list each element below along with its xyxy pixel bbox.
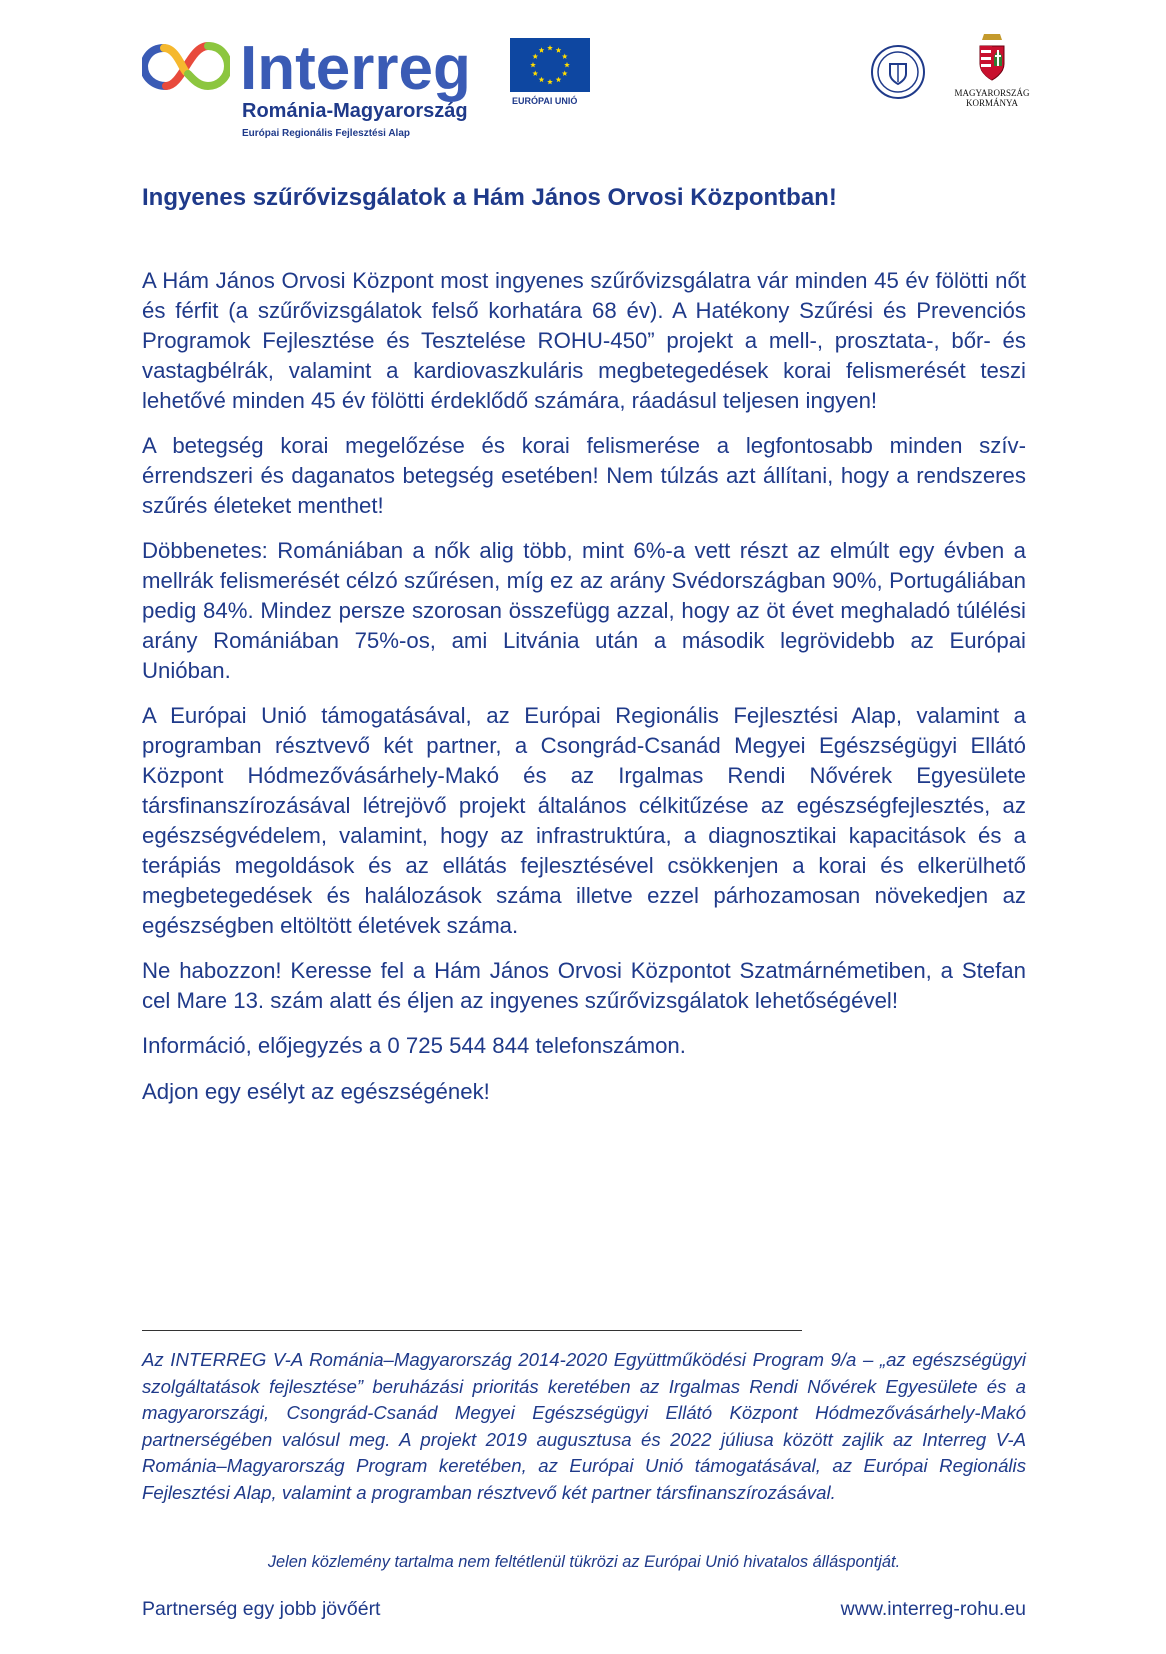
hungarian-coat-of-arms-icon xyxy=(974,32,1010,88)
footnote-divider xyxy=(142,1330,802,1331)
paragraph: A betegség korai megelőzése és korai felismerése a legfontosabb minden szív-érrendszeri és daganatos betegség esetében! Nem túlzás azt állítani, hogy a rendszeres szűrés életeket menthet! xyxy=(142,433,1026,518)
footnote: Az INTERREG V-A Románia–Magyarország 2014-2020 Együttműködési Program 9/a – „az egészségügyi szolgáltatások fejlesztése” beruházási prioritás keretében az Irgalmas Rendi Nővérek Egyesülete és a magyarországi, Csongrád-Csanád Megyei Egészségügyi Ellátó Központ Hódmezővásárhely-Makó partnerségében valósul meg. A projekt 2019 augusztusa és 2022 júliusa között zajlik az Interreg V-A Románia–Magyarország Program keretében, az Európai Unió támogatásával, az Európai Regionális Fejlesztési Alap, valamint a programban résztvevő két partner társfinanszírozásával. xyxy=(142,1349,1026,1503)
disclaimer: Jelen közlemény tartalma nem feltétlenül tükrözi az Európai Unió hivatalos álláspontját. xyxy=(267,1553,901,1571)
paragraph: Döbbenetes: Romániában a nők alig több, mint 6%-a vett részt az elmúlt egy évben a mellrák felismerését célzó szűrésen, míg ez az arány Svédországban 90%, Portugáliában pedig 84%. Mindez persze szorosan összefügg azzal, hogy az öt évet meghaladó túlélési arány Romániában 75%-os, ami Litvánia után a második legrövidebb az Európai Unióban. xyxy=(142,538,1026,683)
fund-name: Európai Regionális Fejlesztési Alap xyxy=(242,128,411,139)
eu-flag-icon xyxy=(510,38,590,92)
program-name: Románia-Magyarország xyxy=(242,100,468,122)
government-label-line1: MAGYARORSZÁG xyxy=(954,88,1030,98)
paragraph: A Hám János Orvosi Központ most ingyenes szűrővizsgálatra vár minden 45 év fölötti nőt és férfit (a szűrővizsgálatok felső korhatára 68 év). A Hatékony Szűrési és Prevenciós Programok Fejlesztése és Tesztelése ROHU-450” projekt a mell-, prosztata-, bőr- és vastagbélrák, valamint a kardiovaszkuláris megbetegedések korai felismerését teszi lehetővé minden 45 év fölötti érdeklődő számára, ráadásul teljesen ingyen! xyxy=(142,268,1026,413)
footer-website-link[interactable]: www.interreg-rohu.eu xyxy=(840,1598,1026,1620)
interreg-infinity-icon xyxy=(142,38,230,94)
paragraph-closing: Adjon egy esélyt az egészségének! xyxy=(142,1079,490,1104)
footer-slogan: Partnerség egy jobb jövőért xyxy=(142,1598,381,1620)
paragraph: A Európai Unió támogatásával, az Európai Regionális Fejlesztési Alap, valamint a programban résztvevő két partner, a Csongrád-Csanád Megyei Egészségügyi Ellátó Központ Hódmezővásárhely-Makó és az Irgalmas Rendi Nővérek Egyesülete társfinanszírozásával létrejövő projekt általános célkitűzése az egészségfejlesztés, az egészségvédelem, valamint, hogy az infrastruktúra, a diagnosztikai kapacitások és a terápiás megoldások és az ellátás fejlesztésével csökkenjen a korai és elkerülhető megbetegedések és halálozások száma illetve ezzel párhozamosan növekedjen az egészségben eltöltött életévek száma. xyxy=(142,703,1026,938)
paragraph: Ne habozzon! Keresse fel a Hám János Orvosi Központot Szatmárnémetiben, a Stefan cel Mare 13. szám alatt és éljen az ingyenes szűrővizsgálatok lehetőségével! xyxy=(142,958,1026,1013)
interreg-wordmark: Interreg xyxy=(240,34,471,103)
eu-label: EURÓPAI UNIÓ xyxy=(512,96,578,106)
page-title: Ingyenes szűrővizsgálatok a Hám János Orvosi Központban! xyxy=(142,184,837,211)
government-label-line2: KORMÁNYA xyxy=(965,98,1018,108)
government-label xyxy=(938,88,1046,108)
seal-icon xyxy=(870,44,926,100)
article-body xyxy=(142,266,1026,1123)
paragraph-contact: Információ, előjegyzés a 0 725 544 844 telefonszámon. xyxy=(142,1033,686,1058)
